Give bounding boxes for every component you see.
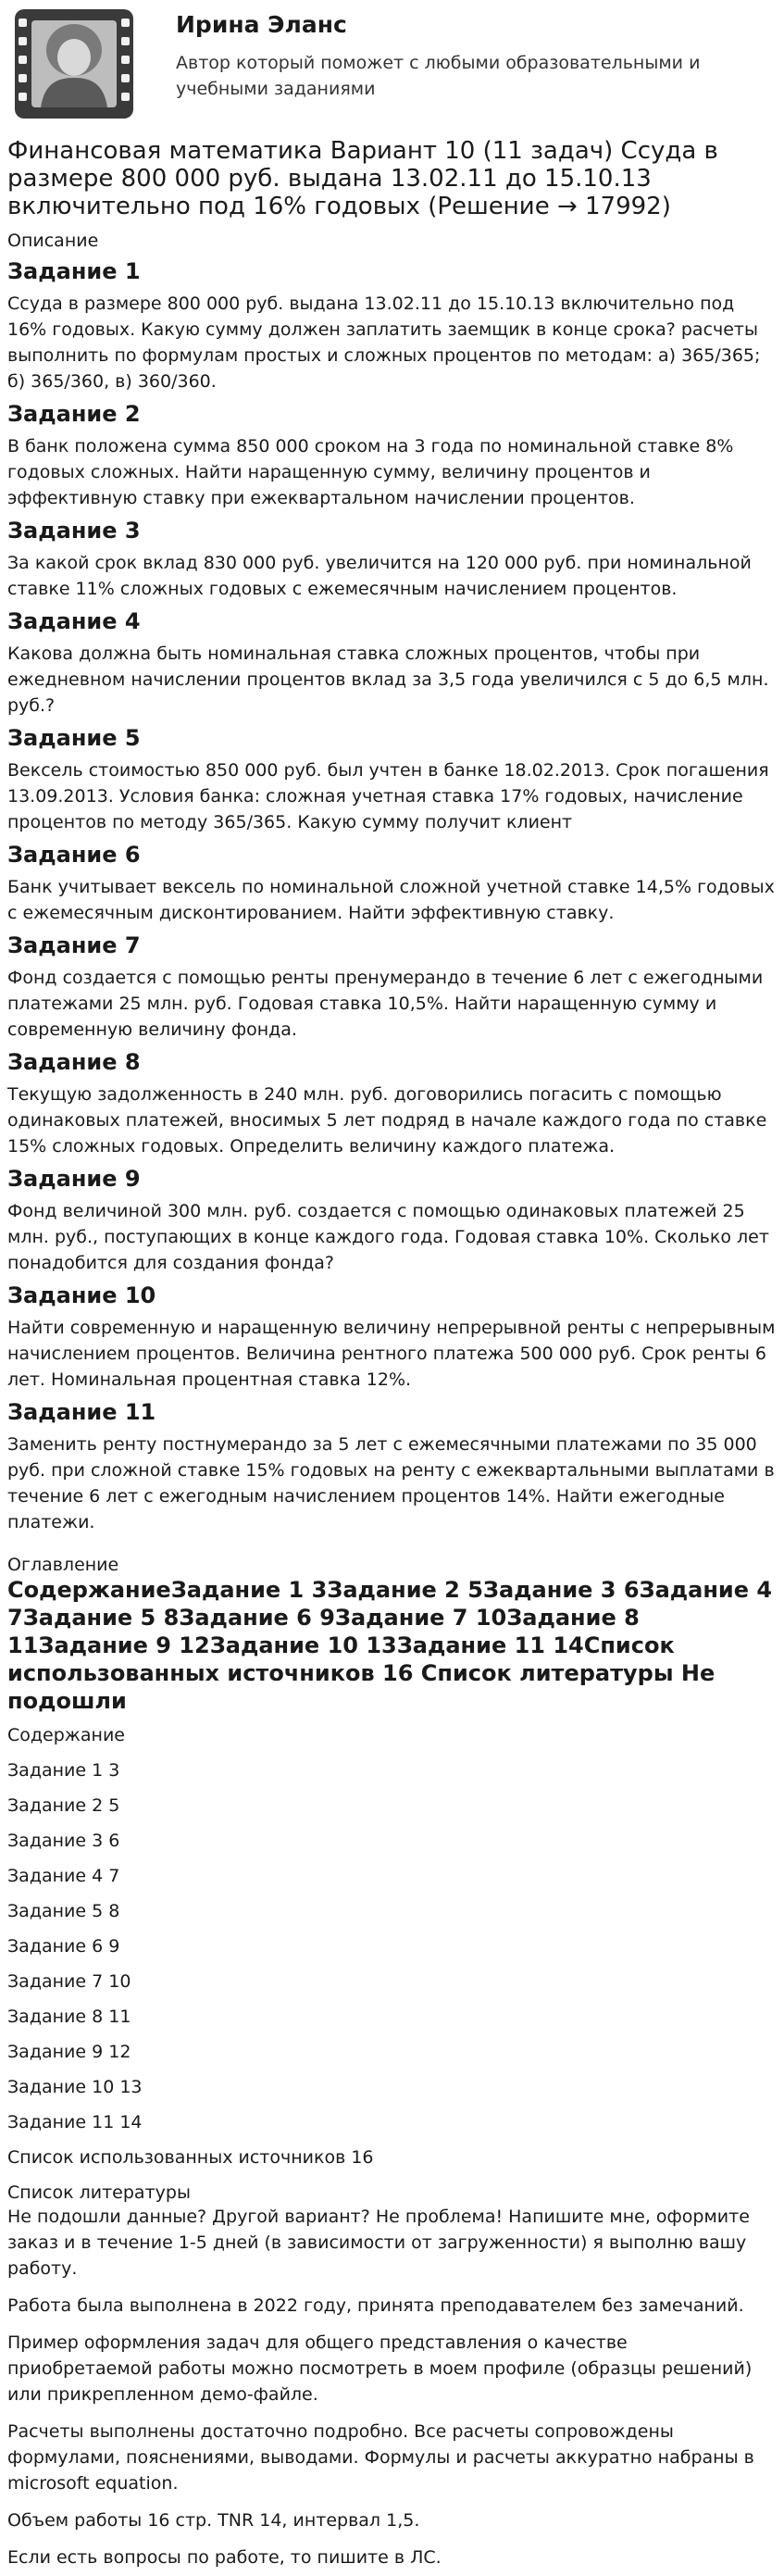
note-paragraph: Объем работы 16 стр. TNR 14, интервал 1,5. — [7, 2510, 420, 2531]
task-heading: Задание 7 — [7, 932, 141, 958]
tasks-list — [7, 257, 777, 1535]
task-text: Текущую задолженность в 240 млн. руб. договорились погасить с помощью одинаковых платежей, вносимых 5 лет подряд в начале каждого года по ставке 15% сложных годовых. Определить величину каждого платежа. — [7, 1084, 767, 1157]
literature-notes — [7, 2204, 777, 2570]
task-heading: Задание 3 — [7, 518, 141, 544]
toc-item: Задание 8 11 — [7, 2007, 131, 2027]
task-4 — [7, 607, 777, 719]
task-heading: Задание 4 — [7, 608, 141, 634]
task-heading: Задание 5 — [7, 725, 141, 751]
task-text: Ссуда в размере 800 000 руб. выдана 13.02.11 до 15.10.13 включительно под 16% годовых. Какую сумму должен заплатить заемщик в конце срока? расчеты выполнить по формулам простых и сложных процентов по методам: а) 365/365; б) 365/360, в) 360/360. — [7, 294, 761, 392]
task-text: Фонд величиной 300 млн. руб. создается с помощью одинаковых платежей 25 млн. руб., поступающих в конце каждого года. Годовая ставка 10%. Сколько лет понадобится для создания фонда? — [7, 1201, 769, 1273]
author-description: Автор который поможет с любыми образовательными и учебными заданиями — [176, 53, 701, 99]
work-title: Финансовая математика Вариант 10 (11 задач) Ссуда в размере 800 000 руб. выдана 13.02.11 до 15.10.13 включительно под 16% годовых (Решение → 17992) — [7, 137, 718, 220]
task-heading: Задание 1 — [7, 258, 141, 284]
toc-label: Оглавление — [7, 1555, 119, 1575]
toc-run-text: СодержаниеЗадание 1 3Задание 2 5Задание 3 6Задание 4 7Задание 5 8Задание 6 9Задание 7 10Задание 8 11Задание 9 12Задание 10 13Задание 11 14Список использованных источников 16 Список литературы Не подошли — [7, 1577, 773, 1714]
task-2 — [7, 400, 777, 511]
task-text: Какова должна быть номинальная ставка сложных процентов, чтобы при ежедневном начислении процентов вклад за 3,5 года увеличился с 5 до 6,5 млн. руб.? — [7, 644, 769, 716]
task-heading: Задание 6 — [7, 842, 141, 868]
author-name[interactable]: Ирина Эланс — [176, 11, 347, 38]
toc-item: Задание 9 12 — [7, 2042, 131, 2062]
task-text: Фонд создается с помощью ренты пренумерандо в течение 6 лет с ежегодными платежами 25 млн. руб. Годовая ставка 10,5%. Найти наращенную сумму и современную величину фонда. — [7, 968, 764, 1040]
task-heading: Задание 9 — [7, 1166, 141, 1192]
toc-item: Задание 7 10 — [7, 1971, 131, 1992]
task-8 — [7, 1048, 777, 1159]
author-card — [7, 0, 777, 130]
toc-item: Содержание — [7, 1725, 125, 1745]
task-text: В банк положена сумма 850 000 сроком на 3 года по номинальной ставке 8% годовых сложных. Найти наращенную сумму, величину процентов и эффективную ставку при ежеквартальном начислении процентов. — [7, 436, 734, 508]
task-9 — [7, 1165, 777, 1276]
task-text: Заменить ренту постнумерандо за 5 лет с ежемесячными платежами по 35 000 руб. при сложной ставке 15% годовых на ренту с ежеквартальными выплатами в течение 6 лет с ежегодным начислением процентов 14%. Найти ежегодные платежи. — [7, 1434, 775, 1532]
note-paragraph: Работа была выполнена в 2022 году, принята преподавателем без замечаний. — [7, 2295, 744, 2316]
toc-item: Задание 4 7 — [7, 1866, 120, 1886]
toc-item: Задание 6 9 — [7, 1936, 120, 1957]
task-heading: Задание 11 — [7, 1399, 156, 1425]
description-label: Описание — [7, 231, 99, 251]
task-text: Банк учитывает вексель по номинальной сложной учетной ставке 14,5% годовых с ежемесячным дисконтированием. Найти эффективную ставку. — [7, 877, 775, 923]
task-6 — [7, 841, 777, 926]
task-7 — [7, 932, 777, 1043]
toc-item: Задание 2 5 — [7, 1795, 120, 1816]
task-11 — [7, 1398, 777, 1535]
toc-item: Задание 1 3 — [7, 1760, 120, 1781]
toc-list — [7, 1724, 777, 2169]
task-text: Вексель стоимостью 850 000 руб. был учтен в банке 18.02.2013. Срок погашения 13.09.2013. Условия банка: сложная учетная ставка 17% годовых, начисление процентов по методу 365/365. Какую сумму получит клиент — [7, 760, 769, 832]
task-heading: Задание 2 — [7, 401, 141, 427]
task-10 — [7, 1282, 777, 1393]
task-5 — [7, 724, 777, 835]
note-paragraph: Не подошли данные? Другой вариант? Не проблема! Напишите мне, оформите заказ и в течение 1-5 дней (в зависимости от загруженности) я выполню вашу работу. — [7, 2207, 750, 2279]
task-text: За какой срок вклад 830 000 руб. увеличится на 120 000 руб. при номинальной ставке 11% сложных годовых с ежемесячным начислением процентов. — [7, 553, 752, 599]
task-text: Найти современную и наращенную величину непрерывной ренты с непрерывным начислением процентов. Величина рентного платежа 500 000 руб. Срок ренты 6 лет. Номинальная процентная ставка 12%. — [7, 1318, 776, 1390]
toc-item: Список использованных источников 16 — [7, 2147, 374, 2168]
task-1 — [7, 257, 777, 394]
task-3 — [7, 517, 777, 602]
toc-item: Задание 11 14 — [7, 2112, 143, 2132]
literature-label: Список литературы — [7, 2182, 191, 2203]
note-paragraph: Пример оформления задач для общего представления о качестве приобретаемой работы можно посмотреть в моем профиле (образцы решений) или прикрепленном демо-файле. — [7, 2332, 753, 2405]
toc-item: Задание 5 8 — [7, 1901, 120, 1921]
note-paragraph: Расчеты выполнены достаточно подробно. Все расчеты сопровождены формулами, пояснениями, выводами. Формулы и расчеты аккуратно набраны в microsoft equation. — [7, 2421, 754, 2494]
note-paragraph: Если есть вопросы по работе, то пишите в ЛС. — [7, 2547, 442, 2568]
author-avatar[interactable] — [9, 6, 139, 122]
toc-item: Задание 3 6 — [7, 1831, 120, 1851]
toc-item: Задание 10 13 — [7, 2077, 143, 2097]
task-heading: Задание 8 — [7, 1049, 141, 1075]
task-heading: Задание 10 — [7, 1282, 156, 1308]
